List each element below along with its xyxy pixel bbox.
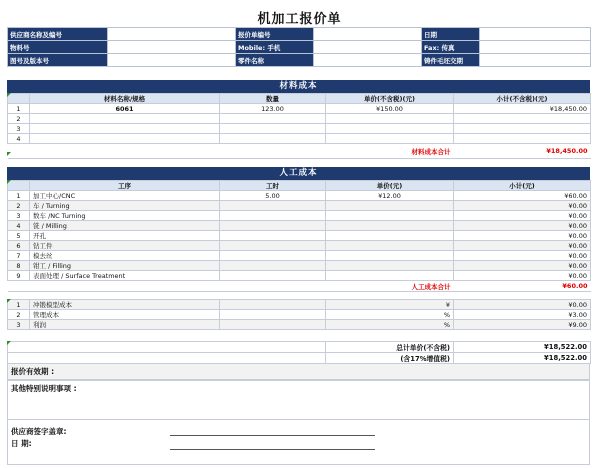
table-row [8, 211, 591, 221]
header-value-cell[interactable] [108, 54, 236, 67]
process-cell[interactable]: 表面处理 / Surface Treatment [30, 271, 220, 281]
unit-price-cell[interactable] [326, 124, 454, 134]
header-label: Fax: 传真 [422, 41, 480, 54]
header-row [8, 28, 591, 41]
signature-line[interactable] [170, 435, 375, 436]
subtotal-cell: ¥60.00 [454, 191, 591, 201]
supplier-sign-label: 供应商签字盖章: [11, 427, 67, 436]
row-index: 1 [8, 191, 30, 201]
unit-price-cell[interactable] [326, 114, 454, 124]
row-index: 8 [8, 261, 30, 271]
rate-cell[interactable] [326, 221, 454, 231]
labor-total-label: 人工成本合计 [326, 281, 454, 292]
col-header: 小计(元) [454, 181, 591, 191]
col-header: 数量 [220, 94, 326, 104]
subtotal-cell: ¥0.00 [454, 201, 591, 211]
rate-cell[interactable] [326, 211, 454, 221]
quantity-cell[interactable] [220, 114, 326, 124]
material-name-cell[interactable] [30, 134, 220, 144]
table-row [8, 300, 591, 310]
total-incl-tax-label: (含17%增值税) [326, 353, 454, 364]
table-row [8, 310, 591, 320]
empty-cell [8, 144, 326, 159]
header-row [8, 54, 591, 67]
total-excl-tax-label: 总计单价(不含税) [326, 342, 454, 353]
row-index: 3 [8, 320, 30, 330]
total-row [8, 353, 591, 364]
labor-total-row [8, 281, 591, 292]
header-label: 供应商名称及编号 [8, 28, 108, 41]
process-cell[interactable]: 开孔 [30, 231, 220, 241]
other-costs-table [7, 299, 591, 330]
table-row [8, 320, 591, 330]
header-label: 零件名称 [236, 54, 314, 67]
hours-cell[interactable] [220, 231, 326, 241]
subtotal-cell [454, 114, 591, 124]
header-label: Mobile: 手机 [236, 41, 314, 54]
header-value-cell[interactable] [108, 28, 236, 41]
hours-cell[interactable] [220, 271, 326, 281]
row-index: 2 [8, 310, 30, 320]
table-row [8, 271, 591, 281]
subtotal-cell: ¥0.00 [454, 251, 591, 261]
empty-cell [8, 281, 326, 292]
other-cost-name: 利润 [30, 320, 220, 330]
quantity-cell[interactable] [220, 134, 326, 144]
row-index: 3 [8, 211, 30, 221]
material-name-cell[interactable] [30, 124, 220, 134]
signature-area [7, 420, 590, 465]
empty-cell [8, 353, 326, 364]
subtotal-cell: ¥0.00 [454, 261, 591, 271]
subtotal-cell: ¥0.00 [454, 300, 591, 310]
process-cell[interactable]: 钳工 / Filling [30, 261, 220, 271]
validity-field[interactable] [7, 363, 590, 380]
header-value-cell[interactable] [314, 54, 422, 67]
unit-price-cell[interactable] [326, 134, 454, 144]
subtotal-cell: ¥3.00 [454, 310, 591, 320]
row-index: 2 [8, 201, 30, 211]
process-cell[interactable]: 模去丝 [30, 251, 220, 261]
rate-cell[interactable] [326, 241, 454, 251]
validity-label: 报价有效期 : [11, 367, 55, 376]
header-label: 铸件毛坯交期 [422, 54, 480, 67]
table-row [8, 251, 591, 261]
rate-cell[interactable] [326, 261, 454, 271]
rate-cell[interactable] [326, 251, 454, 261]
row-index: 1 [8, 300, 30, 310]
header-info-table [7, 27, 591, 67]
material-section-title: 材料成本 [7, 80, 590, 93]
process-cell[interactable]: 数车 /NC Turning [30, 211, 220, 221]
material-total-row [8, 144, 591, 159]
header-value-cell[interactable] [480, 28, 591, 41]
header-label: 日期 [422, 28, 480, 41]
material-table [7, 93, 591, 159]
unit-cell: ¥ [326, 300, 454, 310]
row-index: 2 [8, 114, 30, 124]
material-total-label: 材料成本合计 [326, 144, 454, 159]
header-value-cell[interactable] [108, 41, 236, 54]
page-title: 机加工报价单 [257, 12, 342, 27]
header-label: 图号及版本号 [8, 54, 108, 67]
header-value-cell[interactable] [314, 41, 422, 54]
labor-total-value: ¥60.00 [454, 281, 591, 292]
rate-cell[interactable] [326, 271, 454, 281]
other-cost-name: 管理成本 [30, 310, 220, 320]
col-header: 单价(元) [326, 181, 454, 191]
row-index: 9 [8, 271, 30, 281]
process-cell[interactable]: 铣 / Milling [30, 221, 220, 231]
cell-marker-icon [7, 93, 11, 97]
date-label: 日 期: [11, 439, 32, 448]
material-name-cell[interactable]: 6061 [30, 104, 220, 114]
table-row [8, 114, 591, 124]
unit-cell: % [326, 320, 454, 330]
other-cost-name: 冲锻模型成本 [30, 300, 220, 310]
subtotal-cell: ¥18,450.00 [454, 104, 591, 114]
table-row [8, 261, 591, 271]
hours-cell[interactable] [220, 221, 326, 231]
col-header: 小计(不含税)(元) [454, 94, 591, 104]
col-header: 材料名称/规格 [30, 94, 220, 104]
hours-cell[interactable] [220, 261, 326, 271]
col-header: 工序 [30, 181, 220, 191]
table-row [8, 104, 591, 114]
table-row [8, 124, 591, 134]
material-header-row [8, 94, 591, 104]
hours-cell[interactable] [220, 211, 326, 221]
subtotal-cell: ¥0.00 [454, 221, 591, 231]
table-row [8, 231, 591, 241]
quantity-cell[interactable]: 123.00 [220, 104, 326, 114]
row-index: 6 [8, 241, 30, 251]
table-row [8, 201, 591, 211]
hours-cell[interactable] [220, 251, 326, 261]
cell-marker-icon [7, 341, 11, 345]
date-line[interactable] [170, 449, 375, 450]
material-total-value: ¥18,450.00 [454, 144, 591, 159]
labor-header-row [8, 181, 591, 191]
col-header: 工时 [220, 181, 326, 191]
empty-cell [8, 342, 326, 353]
row-index: 4 [8, 134, 30, 144]
subtotal-cell [454, 124, 591, 134]
empty-cell [220, 320, 326, 330]
header-label: 报价单编号 [236, 28, 314, 41]
subtotal-cell: ¥0.00 [454, 241, 591, 251]
hours-cell[interactable]: 5.00 [220, 191, 326, 201]
cell-marker-icon [7, 180, 11, 184]
row-index: 4 [8, 221, 30, 231]
hours-cell[interactable] [220, 201, 326, 211]
process-cell[interactable]: 加工中心/CNC [30, 191, 220, 201]
remarks-label: 其他特别说明事项 : [11, 384, 77, 393]
row-index: 1 [8, 104, 30, 114]
remarks-field[interactable] [7, 380, 590, 420]
row-index: 5 [8, 231, 30, 241]
hours-cell[interactable] [220, 241, 326, 251]
table-row [8, 221, 591, 231]
subtotal-cell: ¥0.00 [454, 211, 591, 221]
process-cell[interactable]: 钻工件 [30, 241, 220, 251]
empty-cell [220, 300, 326, 310]
subtotal-cell: ¥9.00 [454, 320, 591, 330]
totals-table [7, 341, 591, 364]
subtotal-cell: ¥0.00 [454, 271, 591, 281]
row-index: 7 [8, 251, 30, 261]
total-incl-tax-value: ¥18,522.00 [454, 353, 591, 364]
subtotal-cell: ¥0.00 [454, 231, 591, 241]
table-row [8, 191, 591, 201]
header-label: 物料号 [8, 41, 108, 54]
unit-price-cell[interactable]: ¥150.00 [326, 104, 454, 114]
col-header: 单价(不含税)(元) [326, 94, 454, 104]
cell-marker-icon [7, 299, 11, 303]
material-name-cell[interactable] [30, 114, 220, 124]
total-excl-tax-value: ¥18,522.00 [454, 342, 591, 353]
empty-cell [220, 310, 326, 320]
table-row [8, 241, 591, 251]
labor-section-title: 人工成本 [7, 167, 590, 180]
subtotal-cell [454, 134, 591, 144]
unit-cell: % [326, 310, 454, 320]
header-value-cell[interactable] [480, 54, 591, 67]
quantity-cell[interactable] [220, 124, 326, 134]
labor-table [7, 180, 591, 292]
header-row [8, 41, 591, 54]
process-cell[interactable]: 车 / Turning [30, 201, 220, 211]
total-row [8, 342, 591, 353]
rate-cell[interactable] [326, 201, 454, 211]
header-value-cell[interactable] [480, 41, 591, 54]
rate-cell[interactable]: ¥12.00 [326, 191, 454, 201]
table-row [8, 134, 591, 144]
cell-marker-icon [7, 152, 11, 156]
row-index: 3 [8, 124, 30, 134]
header-value-cell[interactable] [314, 28, 422, 41]
rate-cell[interactable] [326, 231, 454, 241]
